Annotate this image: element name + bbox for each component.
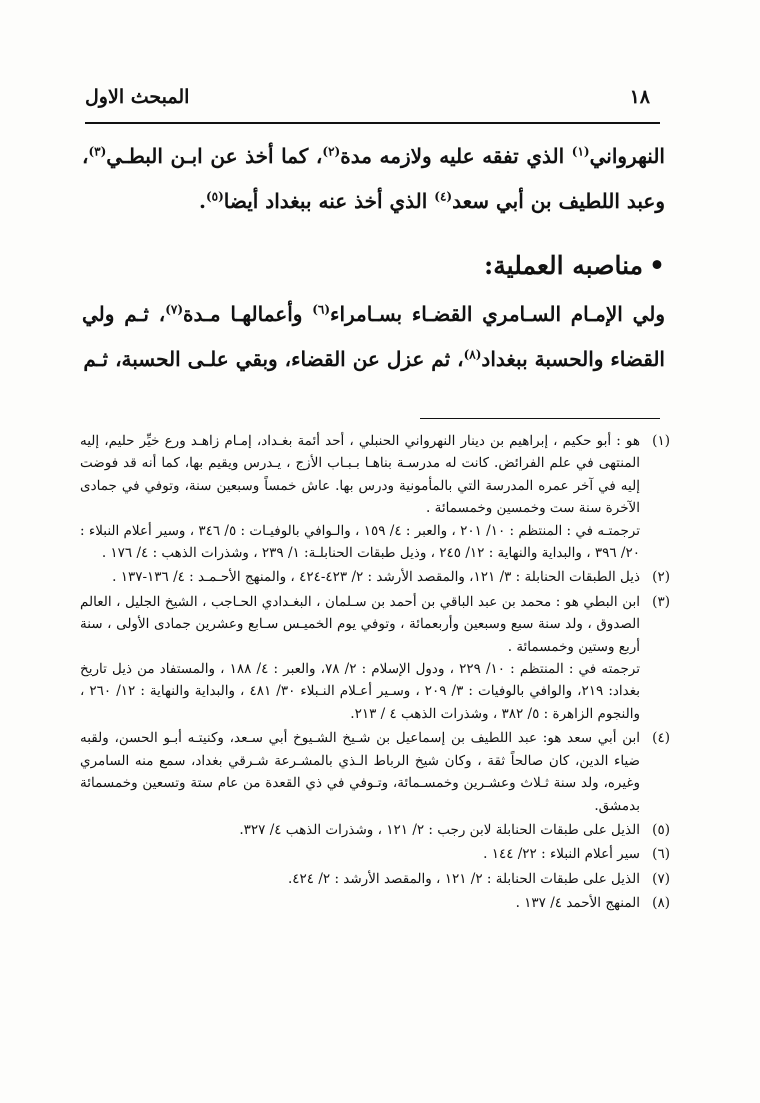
footnote bbox=[80, 819, 670, 841]
footnote bbox=[80, 430, 670, 564]
text-span: ، ثـم ولي القضاء والحسبة ببغداد bbox=[82, 302, 665, 371]
footnote-ref: (٢) bbox=[322, 144, 341, 159]
footnote-ref: (٤) bbox=[434, 189, 453, 204]
footnote-number: (٨) bbox=[652, 895, 670, 912]
paragraph-positions bbox=[82, 292, 665, 382]
footnote-text: ابن البطي هو : محمد بن عبد الباقي بن أحمد بن سـلمان ، البغـدادي الحـاجب ، الشيخ الجليل ، العالم الصدوق ، ولد سنة سبع وسبعين وأربعمائة ، وتوفي يوم الخميـس سـابع وعشرين جمادى الأولى ، سنة أربع وستين وخمسمائة . bbox=[80, 593, 640, 655]
footnote bbox=[80, 727, 670, 817]
section-heading-text: مناصبه العملية: bbox=[484, 251, 644, 280]
footnote-ref: (٧) bbox=[165, 302, 184, 317]
footnote-ref: (٥) bbox=[205, 189, 224, 204]
footnote-text: ابن أبي سعد هو: عبد اللطيف بن إسماعيل بن شـيخ الشـيوخ أبي سـعد، وكنيتـه أبـو الحسن، ولقبه ضياء الدين، كان صالحاً ثقة ، وكان شيخ الرباط الـذي بالمشـرعة شـرقي بغداد، سمع منه السامري وغيره، ولد سنة ثـلاث وعشـرين وخمسـمائة، وتـوفي في ذي القعدة من عام ستة وتسعين وخمسمائة بدمشق. bbox=[80, 730, 640, 814]
footnote bbox=[80, 566, 670, 588]
footnote-text: الذيل على طبقات الحنابلة : ٢/ ١٢١ ، والمقصد الأرشد : ٢/ ٤٢٤. bbox=[287, 870, 640, 887]
text-span: ولي الإمـام السـامري القضـاء بسـامراء bbox=[330, 302, 666, 326]
footnote-number: (٢) bbox=[652, 569, 670, 586]
footnote-text: ترجمتـه في : المنتظم : ١٠/ ٢٠١ ، والعبر : ٤/ ١٥٩ ، والـوافي بالوفيـات : ٥/ ٣٤٦ ، وسير أعلام النبلاء : ٢٠/ ٣٩٦ ، والبداية والنهاية : ١٢/ ٢٤٥ ، وذيل طبقات الحنابلـة: ١/ ٢٣٩ ، وشذرات الذهب : ٤/ ١٧٦ . bbox=[80, 522, 641, 562]
footnote-text: سير أعلام النبلاء : ٢٢/ ١٤٤ . bbox=[483, 846, 640, 863]
footnote-ref: (١) bbox=[571, 144, 590, 159]
footnote-number: (٣) bbox=[652, 593, 670, 610]
text-span: ، وعبد اللطيف بن أبي سعد bbox=[82, 144, 665, 213]
running-title: المبحث الاول bbox=[85, 86, 190, 108]
text-span: ، ثم عزل عن القضاء، وبقي علـى الحسبة، ثـم bbox=[83, 347, 464, 371]
page-number: ١٨ bbox=[629, 86, 650, 108]
footnote-ref: (٨) bbox=[463, 347, 482, 362]
footnote-body bbox=[80, 892, 640, 914]
footnote bbox=[80, 843, 670, 865]
footnote-body bbox=[80, 868, 640, 890]
footnote-separator bbox=[420, 418, 660, 419]
footnote-body bbox=[80, 566, 640, 588]
paragraph-teachers bbox=[82, 134, 665, 224]
main-text bbox=[82, 134, 665, 382]
footnote-text: هو : أبو حكيم ، إبراهيم بن دينار النهرواني الحنبلي ، أحد أئمة بغـداد، إمـام زاهـد ورع خيِّر حليم، إليه المنتهى في علم الفرائض. كانت له مدرسـة بناهـا بـبـاب الأزج ، يـدرس ويقيم بها، كما أنه قد فوضت إليه في آخر عمره المدرسة التي بالمأمونية ودرس بها. عاش خمساً وسبعين سنة، وتوفي في جمادى الآخرة سنة ست وخمسين وخمسمائة . bbox=[80, 433, 640, 517]
page-header bbox=[85, 82, 660, 124]
footnote-number: (٧) bbox=[652, 870, 670, 887]
footnotes bbox=[80, 430, 670, 915]
footnote-body bbox=[80, 843, 640, 865]
footnote-number: (١) bbox=[652, 433, 670, 449]
text-span: الذي تفقه عليه ولازمه مدة bbox=[340, 144, 572, 168]
footnote-ref: (٣) bbox=[88, 144, 107, 159]
section-heading bbox=[82, 242, 665, 290]
text-span: . bbox=[198, 189, 206, 213]
footnote-body bbox=[80, 727, 640, 817]
footnote-text: المنهج الأحمد ٤/ ١٣٧ . bbox=[515, 895, 640, 912]
text-span: وأعمالهـا مـدة bbox=[183, 302, 313, 326]
text-span: الذي أخذ عنه ببغداد أيضا bbox=[223, 189, 435, 213]
footnote-body bbox=[80, 819, 640, 841]
footnote-number: (٤) bbox=[652, 730, 670, 747]
footnote-number: (٦) bbox=[652, 846, 670, 863]
text-span: النهرواني bbox=[589, 144, 665, 168]
footnote-text: الذيل على طبقات الحنابلة لابن رجب : ٢/ ١٢١ ، وشذرات الذهب ٤/ ٣٢٧. bbox=[239, 821, 640, 838]
footnote bbox=[80, 892, 670, 914]
footnote-body bbox=[80, 430, 640, 564]
footnote-text: ترجمته في : المنتظم : ١٠/ ٢٢٩ ، ودول الإسلام : ٢/ ٧٨، والعبر : ٤/ ١٨٨ ، والمستفاد من ذيل تاريخ بغداد: ٢١٩، والوافي بالوفيات : ٣/ ٢٠٩ ، وسـير أعـلام النـبلاء ٣٠/ ٤٨١ ، والبداية والنهاية : ١٢/ ٢٦٠ ، والنجوم الزاهرة : ٥/ ٣٨٢ ، وشذرات الذهب ٤ / ٢١٣. bbox=[80, 661, 641, 722]
footnote bbox=[80, 868, 670, 890]
footnote bbox=[80, 591, 670, 725]
footnote-ref: (٦) bbox=[312, 302, 331, 317]
bullet-icon: • bbox=[649, 251, 665, 280]
footnote-body bbox=[80, 591, 640, 725]
footnote-text: ذيل الطبقات الحنابلة : ٣/ ١٢١، والمقصد الأرشد : ٢/ ٤٢٣-٤٢٤ ، والمنهج الأحـمـد : ٤/ ١٣٦-١٣٧ . bbox=[112, 569, 640, 586]
text-span: ، كما أخذ عن ابـن البطـي bbox=[106, 144, 323, 168]
footnote-number: (٥) bbox=[652, 821, 670, 838]
